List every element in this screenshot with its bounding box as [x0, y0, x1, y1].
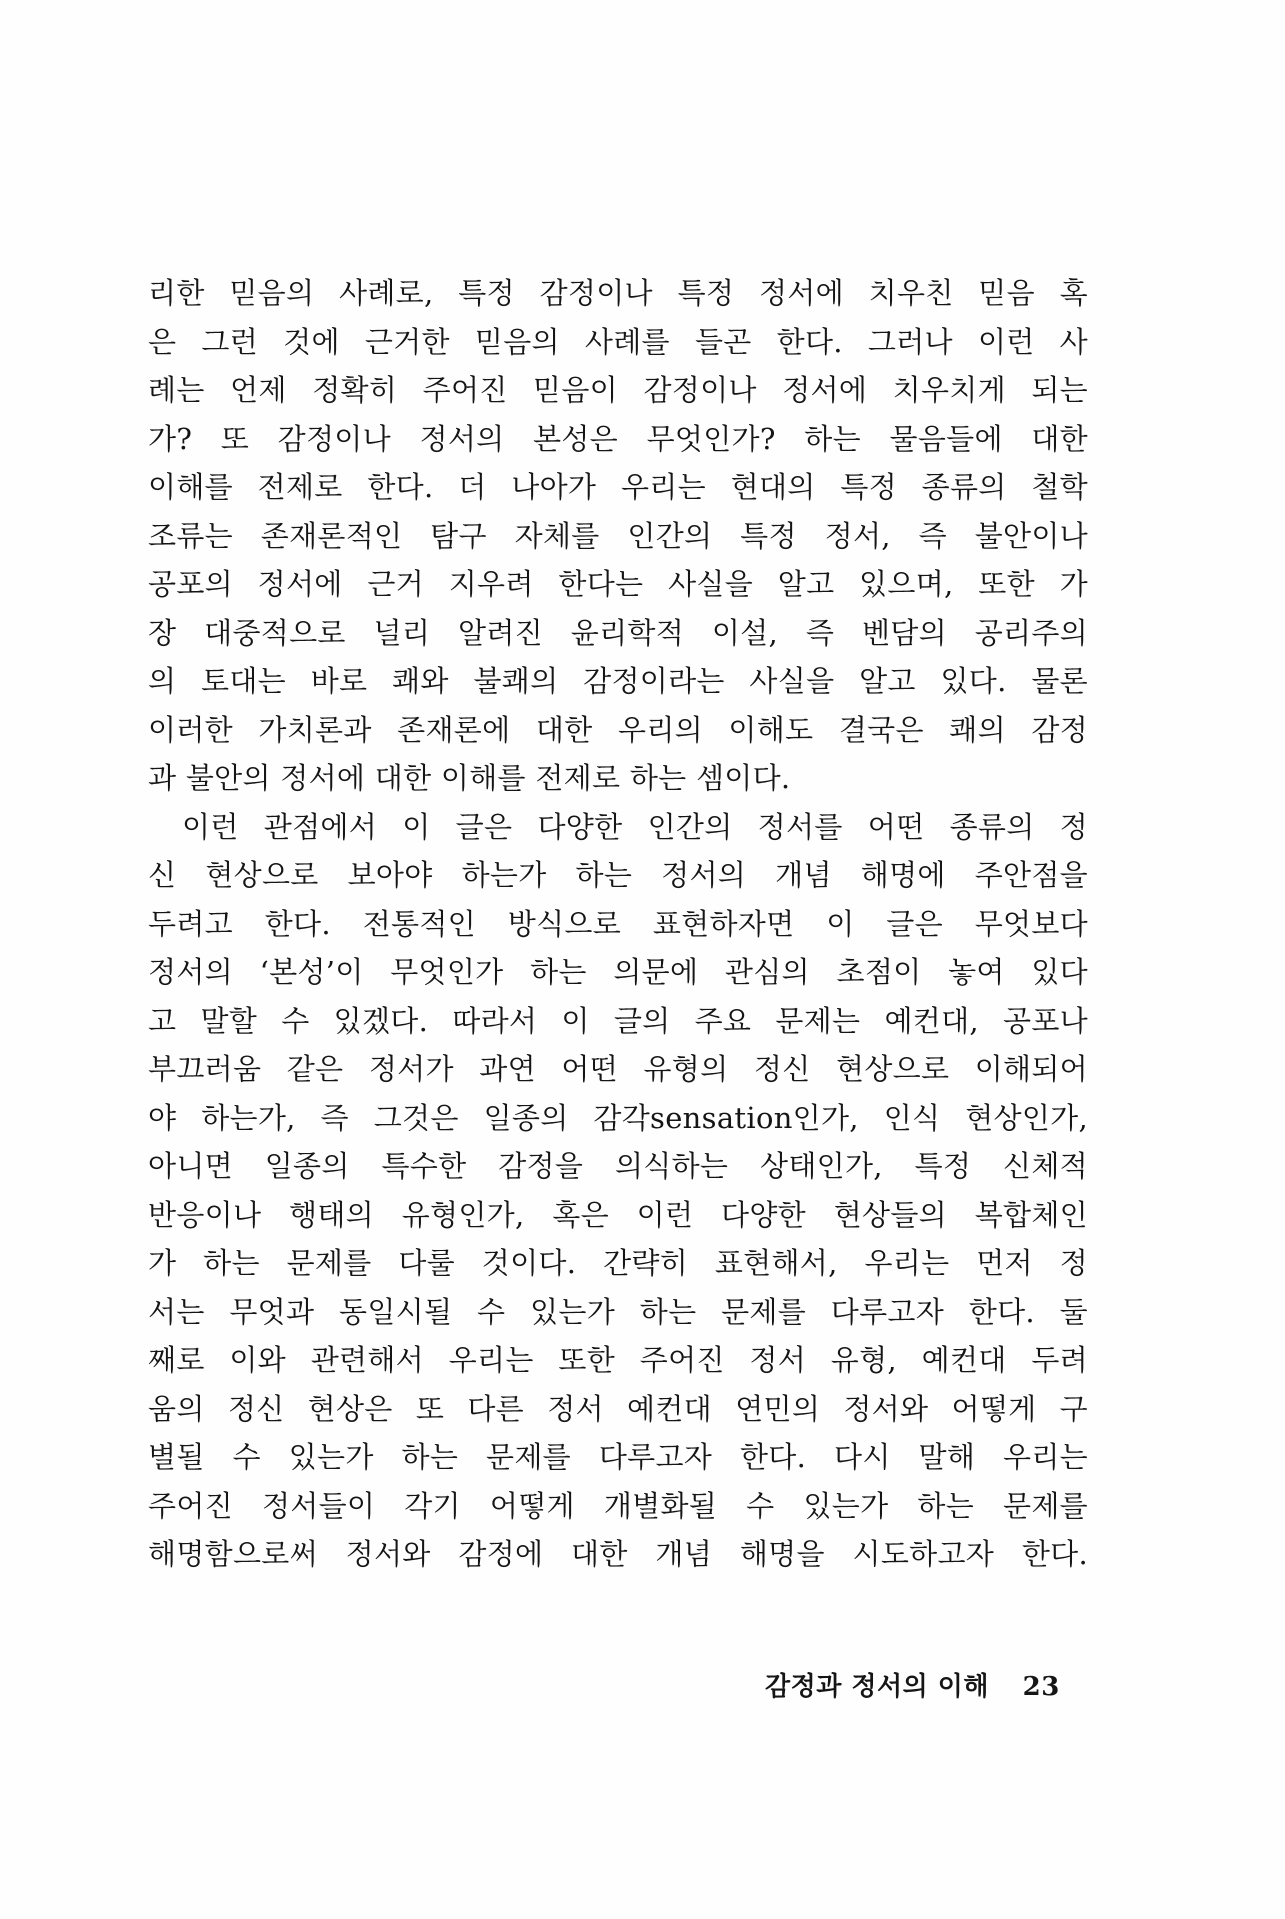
text-line: 이러한 가치론과 존재론에 대한 우리의 이해도 결국은 쾌의 감정	[148, 712, 1088, 747]
text-line: 두려고 한다. 전통적인 방식으로 표현하자면 이 글은 무엇보다	[148, 906, 1088, 941]
text-line: 가 하는 문제를 다룰 것이다. 간략히 표현해서, 우리는 먼저 정	[148, 1246, 1088, 1280]
text-line: 정서의 ‘본성’이 무엇인가 하는 의문에 관심의 초점이 놓여 있다	[148, 955, 1088, 989]
text-line: 례는 언제 정확히 주어진 믿음이 감정이나 정서에 치우치게 되는	[148, 373, 1088, 407]
text-line: 아니면 일종의 특수한 감정을 의식하는 상태인가, 특정 신체적	[148, 1149, 1088, 1183]
text-line: 주어진 정서들이 각기 어떻게 개별화될 수 있는가 하는 문제를	[148, 1488, 1088, 1523]
text-line: 은 그런 것에 근거한 믿음의 사례를 들곤 한다. 그러나 이런 사	[148, 324, 1088, 359]
text-line: 움의 정신 현상은 또 다른 정서 예컨대 연민의 정서와 어떻게 구	[148, 1391, 1088, 1426]
paragraph-start-line: 이런 관점에서 이 글은 다양한 인간의 정서를 어떤 종류의 정	[182, 809, 1088, 844]
text-line: 신 현상으로 보아야 하는가 하는 정서의 개념 해명에 주안점을	[148, 858, 1088, 892]
text-line: 고 말할 수 있겠다. 따라서 이 글의 주요 문제는 예컨대, 공포나	[148, 1003, 1088, 1038]
text-line: 반응이나 행태의 유형인가, 혹은 이런 다양한 현상들의 복합체인	[148, 1197, 1088, 1232]
text-line: 조류는 존재론적인 탐구 자체를 인간의 특정 정서, 즉 불안이나	[148, 518, 1088, 553]
text-line: 서는 무엇과 동일시될 수 있는가 하는 문제를 다루고자 한다. 둘	[148, 1294, 1088, 1329]
text-line: 장 대중적으로 널리 알려진 윤리학적 이설, 즉 벤담의 공리주의	[148, 615, 1088, 650]
text-line: 해명함으로써 정서와 감정에 대한 개념 해명을 시도하고자 한다.	[148, 1537, 1088, 1571]
text-line: 야 하는가, 즉 그것은 일종의 감각sensation인가, 인식 현상인가,	[148, 1100, 1088, 1135]
running-title: 감정과 정서의 이해	[765, 1672, 990, 1702]
text-line: 공포의 정서에 근거 지우려 한다는 사실을 알고 있으며, 또한 가	[148, 567, 1088, 601]
body-text	[148, 269, 1088, 1579]
text-line: 별될 수 있는가 하는 문제를 다루고자 한다. 다시 말해 우리는	[148, 1440, 1088, 1474]
text-line: 째로 이와 관련해서 우리는 또한 주어진 정서 유형, 예컨대 두려	[148, 1343, 1088, 1377]
text-line: 이해를 전제로 한다. 더 나아가 우리는 현대의 특정 종류의 철학	[148, 470, 1088, 504]
text-line: 부끄러움 같은 정서가 과연 어떤 유형의 정신 현상으로 이해되어	[148, 1052, 1088, 1086]
page-footer	[765, 1666, 1060, 1703]
text-line: 리한 믿음의 사례로, 특정 감정이나 특정 정서에 치우친 믿음 혹	[148, 276, 1088, 310]
paragraph-end-line: 과 불안의 정서에 대한 이해를 전제로 하는 셈이다.	[148, 761, 791, 795]
page-number: 23	[1022, 1672, 1060, 1702]
text-line: 가? 또 감정이나 정서의 본성은 무엇인가? 하는 물음들에 대한	[148, 421, 1088, 456]
text-line: 의 토대는 바로 쾌와 불쾌의 감정이라는 사실을 알고 있다. 물론	[148, 664, 1088, 698]
